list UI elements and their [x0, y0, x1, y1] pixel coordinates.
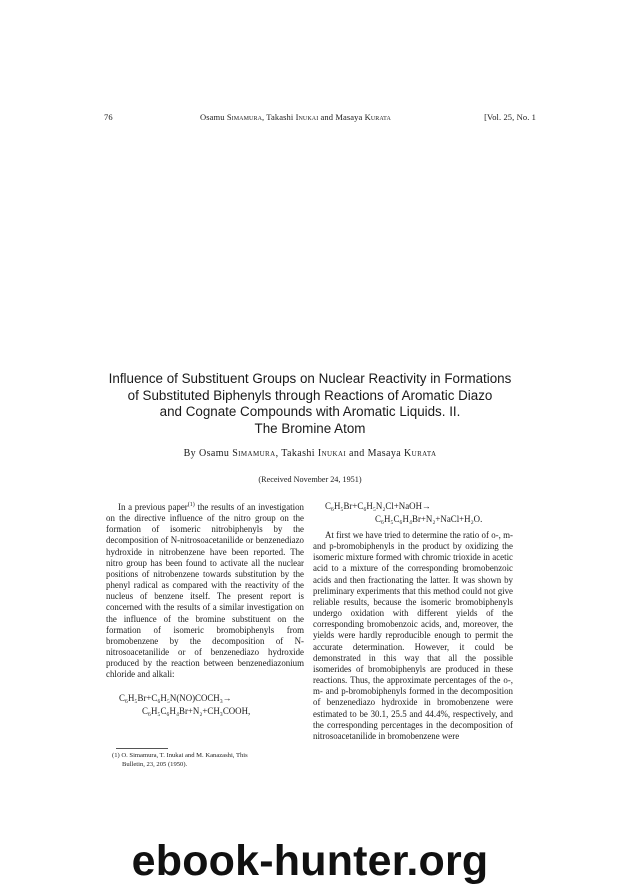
title-line: and Cognate Compounds with Aromatic Liquids. II.: [159, 404, 461, 420]
left-column: [106, 500, 304, 717]
volume-info: [Vol. 25, No. 1: [484, 112, 536, 122]
footnote-divider: [116, 748, 168, 749]
article-title: [100, 371, 520, 437]
header-authors: Osamu Simamura, Takashi Inukai and Masaya Kurata: [200, 112, 391, 122]
footnote: (1) O. Simamura, T. Inukai and M. Kanazashi, This Bulletin, 23, 205 (1950).: [112, 752, 248, 768]
reaction-equation-2: C₆H₅Br+C₆H₅N₂Cl+NaOH→ C₆H₅C₆H₄Br+N₂+NaCl+H₂O.: [325, 501, 483, 524]
author-byline: By Osamu Simamura, Takashi Inukai and Masaya Kurata: [183, 448, 437, 459]
received-date: (Received November 24, 1951): [258, 475, 362, 484]
title-line: Influence of Substituent Groups on Nuclear Reactivity in Formations: [108, 371, 512, 386]
watermark: ebook-hunter.org: [131, 837, 489, 885]
right-column: [313, 500, 513, 742]
title-line: of Substituted Biphenyls through Reactions of Aromatic Diazo: [127, 387, 493, 403]
method-paragraph: At first we have tried to determine the ratio of o-, m- and p-bromobiphenyls in the product by oxidizing the isomeric mixture formed with chromic trioxide in acetic acid to a mixture of the corresponding bromobenzoic acids and then fractionating the latter. It was shown by preliminary experiments that this method could not give reliable results, because the isomeric bromobiphenyls undergo oxidation with different yields of the corresponding bromobenzoic acids, and, moreover, the yields were hardly reproducible enough to permit the accurate determination. However, it could be demonstrated in this way that all the possible isomerides of bromobiphenyls are produced in these reactions. Thus, the approximate percentages of the o-, m- and p-bromobiphenyls formed in the decomposition of benzenediazo hydroxide in bromobenzene were estimated to be 30.1, 25.5 and 44.4%, respectively, and the corresponding percentages in the decomposition of nitrosoacetanilide in bromobenzene were: [313, 530, 513, 741]
reaction-equation-1: C₆H₅Br+C₆H₅N(NO)COCH₃→ C₆H₅C₆H₄Br+N₂+CH₃COOH,: [119, 693, 251, 716]
page-number: 76: [104, 112, 113, 122]
title-line: The Bromine Atom: [254, 420, 366, 436]
intro-paragraph: In a previous paper$^{(1)}$ the results of an investigation on the directive influence of the nitro group on the formation of isomeric nitrobiphenyls by the decomposition of N-nitrosoacetanilide or benzenediazo hydroxide in nitrobenzene have been reported. The nitro group has been found to activate all the nuclear positions of nitrobenzene towards substitution by the phenyl radical as compared with the reactivity of the nucleus of benzene itself. The present report is concerned with the results of a similar investigation on the influence of the bromine substituent on the formation of isomeric bromobiphenyls from bromobenzene by the decomposition of N-nitrosoacetanilide or of benzenediazo hydroxide produced by the reaction between benzenediazonium chloride and alkali:: [106, 501, 304, 680]
footnote-ref: (1): [187, 502, 195, 508]
